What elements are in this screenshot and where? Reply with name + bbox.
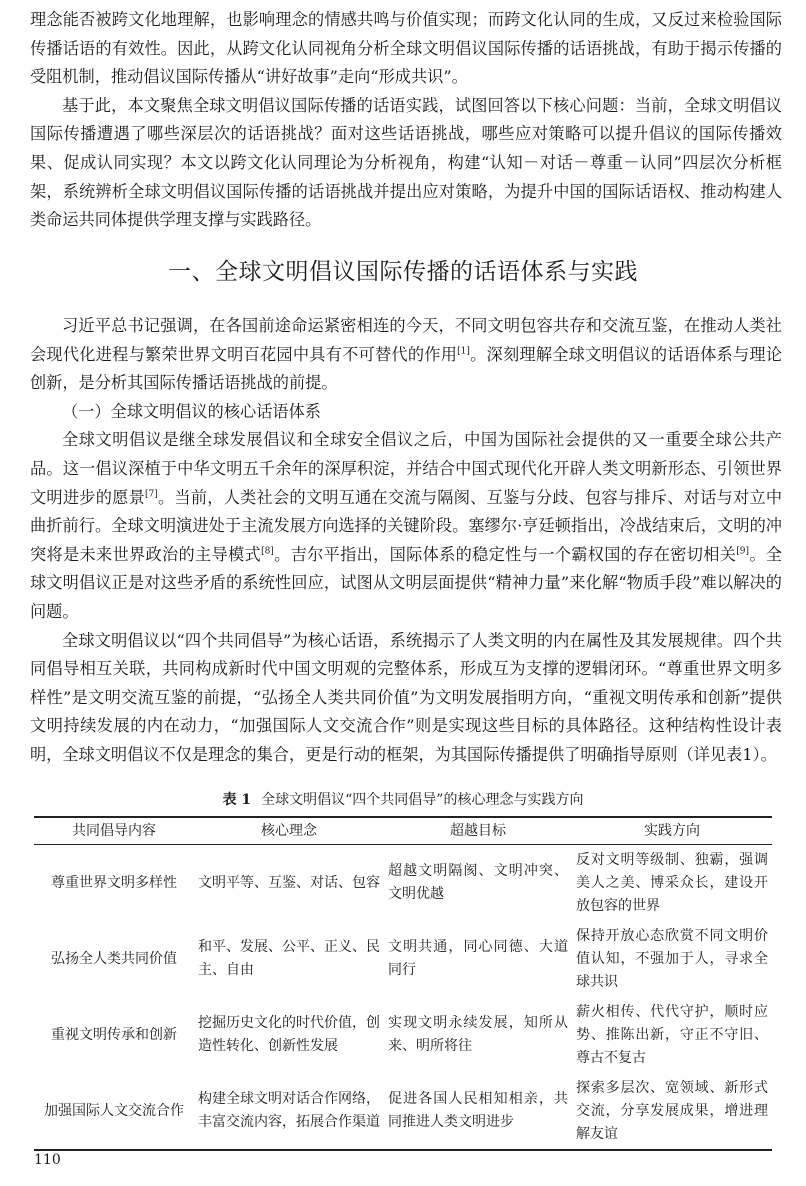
table-cell: 和平、发展、公平、正义、民主、自由: [198, 939, 380, 978]
table-row: [34, 845, 772, 922]
page-number: 110: [34, 1152, 61, 1168]
main-text-block: [30, 312, 782, 770]
table-row: [34, 921, 772, 997]
citation-marker[interactable]: [1]: [457, 346, 470, 357]
text-run: 。吉尔平指出，国际体系的稳定性与一个霸权国的存在密切相关: [273, 544, 737, 564]
text-run: 全球文明倡议是继全球发展倡议和全球安全倡议之后，中国为国际社会提供的又一重要全球公共产品。这一倡议深植于中华文明五千余年的深厚积淀，并结合中国式现代化开辟人类文明新形态、引领世界文明进步的愿景: [30, 430, 782, 507]
column-header: 实践方向: [572, 817, 772, 845]
table-cell: 保持开放心态欣赏不同文明价值认知，不强加于人，寻求全球共识: [576, 927, 768, 990]
table-cell: 薪火相传、代代守护，顺时应势、推陈出新，守正不守旧、尊古不复古: [576, 1003, 768, 1066]
table-cell: 加强国际人文交流合作: [44, 1102, 184, 1119]
text-run: 。当前，人类社会的文明互通在交流与隔阂、互鉴与分歧、包容与排斥、对话与对立中曲折前行。全球文明演进处于主流发展方向选择的关键阶段。塞缪尔·亨廷顿指出，冷战结束后，文明的冲突将是未来世界政治的主导模式: [30, 487, 783, 564]
paragraph: [30, 426, 782, 626]
paragraph: 理念能否被跨文化地理解，也影响理念的情感共鸣与价值实现；而跨文化认同的生成，又反过来检验国际传播话语的有效性。因此，从跨文化认同视角分析全球文明倡议国际传播的话语挑战，有助于揭示传播的受阻机制，推动倡议国际传播从“讲好故事”走向“形成共识”。: [30, 10, 782, 87]
table-cell: 实现文明永续发展，知所从来、明所将往: [388, 1015, 568, 1054]
paragraph: 全球文明倡议以“四个共同倡导”为核心话语，系统揭示了人类文明的内在属性及其发展规律。四个共同倡导相互关联，共同构成新时代中国文明观的完整体系，形成互为支撑的逻辑闭环。“尊重世界文明多样性”是文明交流互鉴的前提，“弘扬全人类共同价值”为文明发展指明方向，“重视文明传承和创新”提供文明持续发展的内在动力，“加强国际人文交流合作”则是实现这些目标的具体路径。这种结构性设计表明，全球文明倡议不仅是理念的集合，更是行动的框架，为其国际传播提供了明确指导原则（详见表1）。: [30, 630, 782, 764]
table-row: [34, 1073, 772, 1150]
text-run: 。深刻理解全球文明倡议的话语体系与理论创新，是分析其国际传播话语挑战的前提。: [30, 344, 783, 393]
column-header: 共同倡导内容: [34, 817, 194, 845]
paragraph: 基于此，本文聚焦全球文明倡议国际传播的话语实践，试图回答以下核心问题：当前，全球文明倡议国际传播遭遇了哪些深层次的话语挑战？面对这些话语挑战，哪些应对策略可以提升倡议的国际传播效果、促成认同实现？本文以跨文化认同理论为分析视角，构建“认知－对话－尊重－认同”四层次分析框架，系统辨析全球文明倡议国际传播的话语挑战并提出应对策略，为提升中国的国际话语权、推动构建人类命运共同体提供学理支撑与实践路径。: [30, 95, 782, 230]
table-caption: [0, 788, 806, 812]
table-cell: 反对文明等级制、独霸，强调美人之美、博采众长，建设开放包容的世界: [576, 851, 768, 914]
table-caption-number: 表 1: [222, 792, 252, 808]
table-cell: 构建全球文明对话合作网络，丰富交流内容，拓展合作渠道: [198, 1091, 380, 1130]
table-row: [34, 997, 772, 1073]
table-caption-title: 全球文明倡议“四个共同倡导”的核心理念与实践方向: [261, 792, 584, 808]
table-cell: 尊重世界文明多样性: [51, 874, 177, 891]
subsection-heading: （一）全球文明倡议的核心话语体系: [62, 401, 321, 421]
paragraph: [30, 312, 782, 398]
column-header: 超越目标: [384, 817, 572, 845]
citation-marker[interactable]: [7]: [145, 489, 158, 500]
citation-marker[interactable]: [8]: [261, 546, 274, 557]
column-header: 核心理念: [194, 817, 384, 845]
intro-text-block: [30, 6, 782, 235]
data-table: [34, 816, 772, 1151]
table-cell: 文明平等、互鉴、对话、包容: [198, 874, 380, 891]
table-cell: 超越文明隔阂、文明冲突、文明优越: [388, 863, 568, 902]
table-cell: 弘扬全人类共同价值: [51, 950, 177, 967]
table-cell: 文明共通，同心同德、大道同行: [388, 939, 568, 978]
table-cell: 探索多层次、宽领域、新形式交流，分享发展成果，增进理解友谊: [576, 1079, 768, 1142]
table-cell: 促进各国人民相知相亲，共同推进人类文明进步: [388, 1091, 568, 1130]
text-run: 习近平总书记强调，在各国前途命运紧密相连的今天，不同文明包容共存和交流互鉴，在推动人类社会现代化进程与繁荣世界文明百花园中具有不可替代的作用: [30, 316, 782, 364]
text-run: 。全球文明倡议正是对这些矛盾的系统性回应，试图从文明层面提供“精神力量”来化解“物质手段”难以解决的问题。: [30, 544, 783, 621]
table-cell: 挖掘历史文化的时代价值，创造性转化、创新性发展: [198, 1015, 380, 1054]
citation-marker[interactable]: [9]: [736, 546, 749, 557]
section-heading: 一、全球文明倡议国际传播的话语体系与实践: [168, 259, 638, 285]
table-header-row: [34, 817, 772, 845]
table-cell: 重视文明传承和创新: [51, 1026, 177, 1043]
